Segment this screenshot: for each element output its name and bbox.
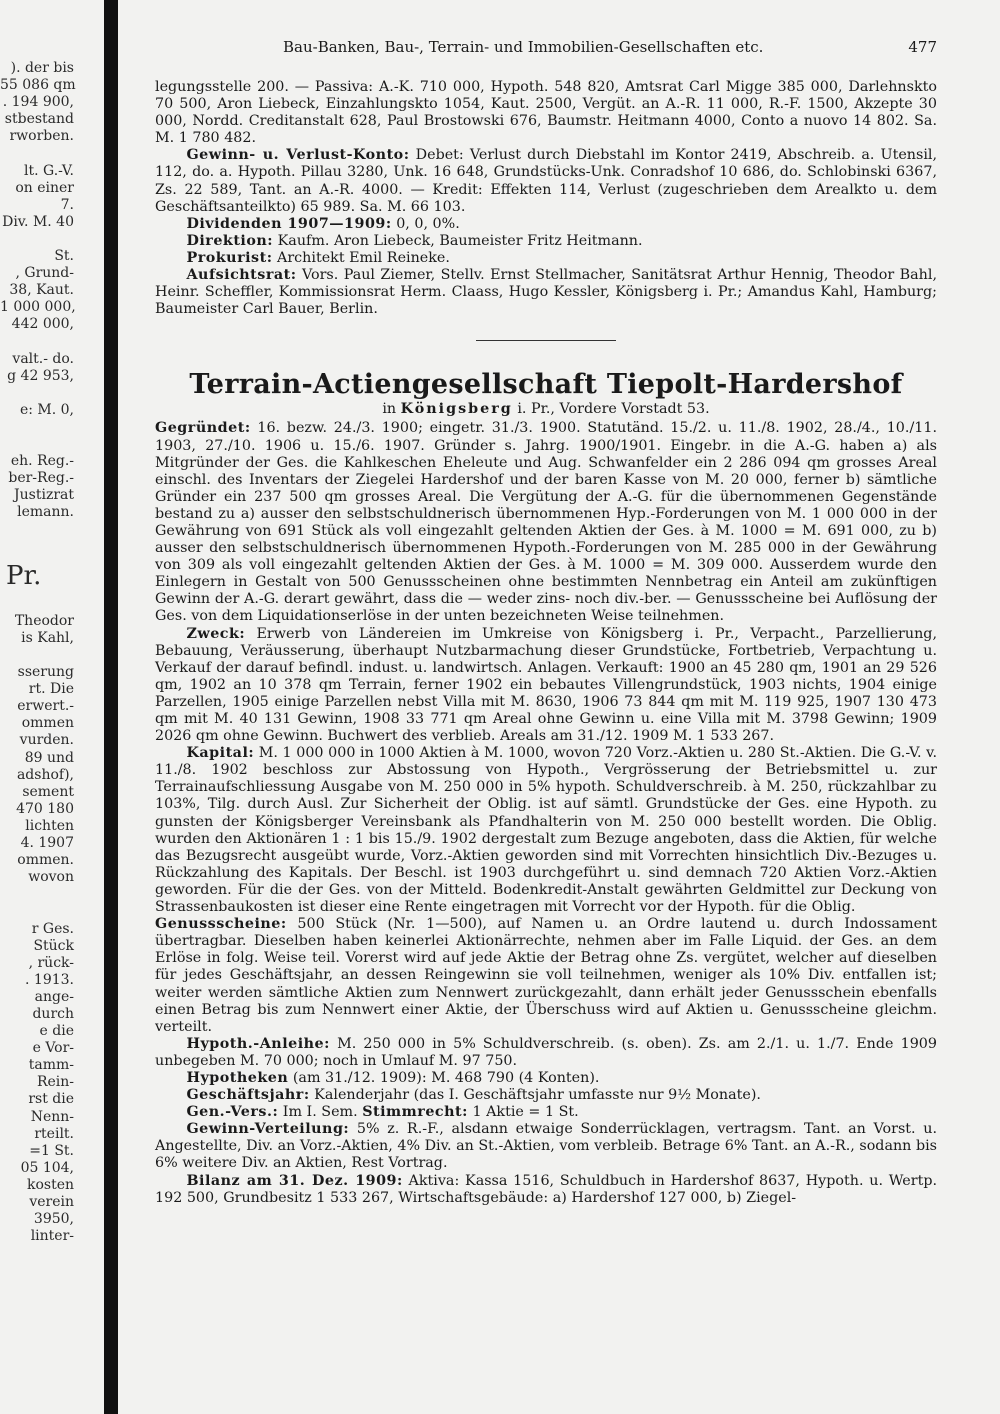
text: 16. bezw. 24./3. 1900; eingetr. 31./3. 1900. Statutänd. 15./2. u. 11./8. 1902, 28./4., 10./11. 1903, 27./10. 1906 u. 15./6. 1907. Gründer s. Jahrg. 1900/1901. Eingebr. in die A.-G. haben a) als Mitgründer der Ges. die Kahlkeschen Eheleute und Aug. Schwanfelder ein 2 286 094 qm grosses Areal einschl. des Inventars der Ziegelei Hardershof und der baren Kasse von M. 20 000, ferner b) sämtliche Gründer ein 237 500 qm grosses Areal. Die Vergütung der A.-G. für die übernommenen Gegenstände bestand zu a) ausser den selbstschuldnerisch übernommenen Hyp.-Forderungen von M. 1 000 000 in der Gewährung von 691 Stück als voll eingezahlt geltenden Aktien der Ges. à M. 1000 = M. 691 000, zu b) ausser den selbstschuldnerisch übernommenen Hypoth.-Forderungen von M. 285 000 in der Gewährung von 309 als voll eingezahlt geltenden Aktien der Ges. à M. 1000 = M. 309 000. Ausserdem wurde den Einlegern in Gestalt von 500 Genussscheinen ohne bestimmten Nennbetrag ein Anteil am zukünftigen Gewinn der A.-G. derart gewährt, dass die — weder zins- noch div.-ber. — Genussscheine bei Auflösung der Ges. von dem Liquidationserlöse in der unten bezeichneten Weise teilnehmen. xyxy=(155,420,937,625)
label: Gewinn-Verteilung: xyxy=(186,1121,350,1138)
company-location xyxy=(155,401,937,418)
left-column-line xyxy=(0,334,92,351)
left-column-line xyxy=(0,539,92,556)
left-column-line: . 1913. xyxy=(25,971,74,988)
left-column-line xyxy=(0,886,92,903)
left-column-line: ange- xyxy=(34,988,74,1005)
left-column-line: sement xyxy=(22,783,74,800)
text: Erwerb von Ländereien im Umkreise von Königsberg i. Pr., Verpacht., Parzellierung, Bebauung, Veräusserung, überhaupt Nutzbarmachung dieser Grundstücke, Fortbetrieb, Verpachtung u. Verkauf der darauf befindl. indust. u. landwirtsch. Anlagen. Verkauft: 1900 an 45 280 qm, 1901 an 29 526 qm, 1902 an 10 378 qm Terrain, ferner 1902 ein bebautes Villengrundstück, 1903 nichts, 1904 einige Parzellen, 1905 einige Parzellen nebst Villa mit M. 8630, 1906 73 844 qm mit M. 119 925, 1907 130 473 qm mit M. 40 131 Gewinn, 1908 33 771 qm Areal ohne Gewinn u. eine Villa mit M. 3798 Gewinn; 1909 2026 qm ohne Gewinn. Buchwert des verblieb. Areals am 31./12. 1909 M. 1 533 267. xyxy=(155,625,937,745)
left-column-line: lemann. xyxy=(17,504,74,521)
text-stimmrecht: 1 Aktie = 1 St. xyxy=(472,1104,579,1121)
running-header xyxy=(155,37,937,57)
sec-gewinn-verteilung xyxy=(155,1121,937,1172)
left-column-line: ber-Reg.- xyxy=(8,470,74,487)
left-column-line: Stück xyxy=(33,937,74,954)
left-column-line xyxy=(0,145,92,162)
left-column-line: 3950, xyxy=(33,1211,74,1228)
left-column-line: , rück- xyxy=(28,954,74,971)
left-column-line: rteilt. xyxy=(34,1125,74,1142)
text: M. 250 000 in 5% Schuldverschreib. (s. oben). Zs. am 2./1. u. 1./7. Ende 1909 unbegeben M. 70 000; noch in Umlauf M. 97 750. xyxy=(155,1035,938,1069)
left-column-line: vurden. xyxy=(19,732,74,749)
sec-bilanz xyxy=(155,1173,937,1207)
left-column-line: adshof), xyxy=(16,766,74,783)
left-column-line xyxy=(0,596,92,613)
left-column-line: ommen xyxy=(21,715,74,732)
left-column-line xyxy=(0,903,92,920)
left-column-line: kosten xyxy=(26,1176,74,1193)
label: Genussscheine: xyxy=(155,916,287,933)
left-column-line xyxy=(0,647,92,664)
prev-gv-konto xyxy=(155,147,937,215)
label: Gewinn- u. Verlust-Konto: xyxy=(186,147,410,164)
left-column-line: 442 000, xyxy=(11,316,74,333)
left-column-line: 470 180 xyxy=(16,800,74,817)
text: M. 1 000 000 in 1000 Aktien à M. 1000, wovon 720 Vorz.-Aktien u. 280 St.-Aktien. Die G.-V. v. 11./8. 1902 beschloss zur Abstossung von Hypoth., Vergrösserung der Betriebsmittel u. zur Terrainaufschliessung Ausgabe von M. 250 000 in 5% hypoth. Schuldverschreib. à M. 250, rückzahlbar zu 103%, Tilg. durch Ausl. Zur Sicherheit der Oblig. ist auf sämtl. Grundstücke der Ges. eine Hypoth. zu gunsten der Königsberger Vereinsbank als Pfandhalterin von M. 250 000 bestellt worden. Die Oblig. wurden den Aktionären 1 : 1 bis 15./9. 1902 dergestalt zum Bezuge angeboten, dass die Aktien, für welche das Bezugsrecht ausgeübt wurde, Vorz.-Aktien geworden sind mit Vorrechten hinsichtlich Div.-Bezuges u. Rückzahlung des Kapitals. Der Beschl. ist 1903 durchgeführt u. sind demnach 720 Aktien Vorz.-Aktien geworden. Für die der Ges. von der Mitteld. Bodenkredit-Anstalt gewährten Geldmittel zur Deckung von Strassenbaukosten ist dieser eine Rente eingetragen mit Vorrecht vor der Hypoth. für die Oblig. xyxy=(155,745,938,916)
left-column-line xyxy=(0,419,92,436)
left-column-line: verein xyxy=(29,1194,74,1210)
left-column-line: 05 104, xyxy=(20,1159,74,1176)
left-column-line: ). der bis xyxy=(10,60,74,76)
left-column-fragment xyxy=(0,60,92,1410)
left-column-line: 1 000 000, xyxy=(0,299,76,316)
label: Gegründet: xyxy=(155,420,251,437)
left-column-line: 4. 1907 xyxy=(20,835,74,852)
text: Kalenderjahr (das I. Geschäftsjahr umfasste nur 9½ Monate). xyxy=(314,1087,761,1104)
left-column-line: Nenn- xyxy=(30,1108,74,1125)
sec-zweck xyxy=(155,626,937,746)
label: Zweck: xyxy=(186,625,246,642)
loc-post: i. Pr., Vordere Vorstadt 53. xyxy=(517,401,710,418)
left-column-line: Pr. xyxy=(6,560,42,591)
page-number: 477 xyxy=(908,38,937,56)
left-column-line: Rein- xyxy=(36,1074,74,1091)
left-column-line: stbestand xyxy=(4,111,74,128)
sec-gegruendet xyxy=(155,420,937,625)
label: Direktion: xyxy=(186,232,274,249)
sec-gen-vers xyxy=(155,1104,937,1121)
left-column-line: e die xyxy=(39,1023,74,1040)
left-column-line: sserung xyxy=(17,664,74,681)
left-column-line: rworben. xyxy=(9,128,74,145)
text: 5% z. R.-F., alsdann etwaige Sonderrücklagen, vertragsm. Tant. an Vorst. u. Angestellte, Div. an Vorz.-Aktien, 4% Div. an St.-Aktien, vom verbleib. Betrage 6% Tant. an A.-R., sodann bis 6% weitere Div. an Aktien, Rest Vortrag. xyxy=(155,1121,937,1172)
left-column-line: erwert.- xyxy=(17,698,74,715)
prev-passiva: legungsstelle 200. — Passiva: A.-K. 710 000, Hypoth. 548 820, Amtsrat Carl Migge 385 000, Darlehnskto 70 500, Aron Liebeck, Einzahlungskto 1054, Kaut. 2500, Vergüt. an A.-R. 11 000, R.-F. 1500, Akzepte 30 000, Nordd. Creditanstalt 628, Paul Brostowski 676, Baumstr. Heitmann 4000, Conto a nuovo 14 802. Sa. M. 1 780 482. xyxy=(155,79,937,147)
left-column-line: , Grund- xyxy=(15,265,74,282)
text: 500 Stück (Nr. 1—500), auf Namen u. an Ordre lautend u. durch Indossament übertragbar. Dieselben haben keinerlei Aktionärrechte, nehmen aber im Falle Liquid. der Ges. an dem Erlöse in folg. Weise teil. Vorerst wird auf jede Aktie der Betrag ohne Zs. vergütet, welcher auf dieselben für jedes Geschäftsjahr, an dessen Reingewinn sie voll teilnehmen, weniger als 10% Div. entfallen ist; weiter werden sämtliche Aktien zum Nennwert zurückgezahlt, dann erhält jeder Genussschein ebenfalls einen Betrag bis zum Nennwert einer Aktie, der Überschuss wird auf Aktien u. Genussscheine gleichm. verteilt. xyxy=(155,916,938,1035)
left-column-line xyxy=(0,522,92,539)
label: Geschäftsjahr: xyxy=(186,1087,310,1104)
left-column-line: ommen. xyxy=(17,852,74,869)
section-separator xyxy=(476,340,616,341)
label-stimmrecht: Stimmrecht: xyxy=(362,1104,468,1121)
left-column-line: lt. G.-V. xyxy=(24,162,74,179)
label: Kapital: xyxy=(186,745,255,762)
left-column-line: linter- xyxy=(30,1228,74,1245)
left-column-line: Theodor xyxy=(14,612,74,629)
label: Gen.-Vers.: xyxy=(186,1104,279,1121)
left-column-line: . 194 900, xyxy=(2,94,74,111)
left-column-line: Div. M. 40 xyxy=(2,213,74,230)
prev-aufsichtsrat xyxy=(155,267,937,318)
main-column xyxy=(155,37,937,1207)
label: Hypoth.-Anleihe: xyxy=(186,1035,330,1052)
text: Im I. Sem. xyxy=(282,1104,358,1121)
sec-hypotheken xyxy=(155,1070,937,1087)
sec-geschaeftsjahr xyxy=(155,1087,937,1104)
text: 0, 0, 0%. xyxy=(396,215,460,232)
left-column-line: r Ges. xyxy=(31,920,74,937)
sec-kapital xyxy=(155,745,937,916)
text: Vors. Paul Ziemer, Stellv. Ernst Stellmacher, Sanitätsrat Arthur Hennig, Theodor Bahl, Heinr. Scheffler, Kommissionsrat Herm. Claass, Hugo Kessler, Königsberg i. Pr.; Amandus Kahl, Hamburg; Baumeister Carl Bauer, Berlin. xyxy=(155,267,938,318)
left-column-line: 89 und xyxy=(24,749,74,766)
left-column-line: wovon xyxy=(28,869,74,886)
sec-genussscheine xyxy=(155,916,937,1036)
left-column-line: St. xyxy=(54,248,74,265)
left-column-line: g 42 953, xyxy=(7,367,74,384)
left-column-line: valt.- do. xyxy=(12,350,74,367)
left-column-line xyxy=(0,385,92,402)
left-column-line: e: M. 0, xyxy=(19,401,74,418)
left-column-line: =1 St. xyxy=(29,1142,74,1159)
left-column-line: eh. Reg.- xyxy=(10,453,74,470)
loc-pre: in xyxy=(382,401,397,418)
city: Königsberg xyxy=(400,401,513,418)
text: Kaufm. Aron Liebeck, Baumeister Fritz Heitmann. xyxy=(277,232,643,249)
column-divider xyxy=(104,0,118,1414)
text: Debet: Verlust durch Diebstahl im Kontor 2419, Abschreib. a. Utensil, 112, do. a. Hypoth. Pillau 3280, Unk. 16 648, Grundstücks-Unk. Conradshof 10 686, do. Schlobinski 6367, Zs. 22 589, Tant. an A.-R. 4000. — Kredit: Effekten 114, Verlust (zugeschrieben dem Arealkto u. dem Geschäftsanteilkto) 65 989. Sa. M. 66 103. xyxy=(155,147,938,215)
left-column-line: tamm- xyxy=(28,1057,74,1074)
left-column-line: 7. xyxy=(60,196,74,213)
sec-hypoth-anleihe xyxy=(155,1036,937,1070)
text: Architekt Emil Reineke. xyxy=(277,249,450,266)
left-column-line xyxy=(0,436,92,453)
prev-direktion xyxy=(155,233,937,250)
left-column-line: is Kahl, xyxy=(21,629,74,646)
company-title: Terrain-Actiengesellschaft Tiepolt-Hardershof xyxy=(189,369,903,401)
left-column-line xyxy=(0,231,92,248)
left-column-line: lichten xyxy=(25,817,74,834)
label: Aufsichtsrat: xyxy=(186,267,297,284)
prev-dividenden xyxy=(155,216,937,233)
left-column-line: Justizrat xyxy=(14,487,74,504)
text: (am 31./12. 1909): M. 468 790 (4 Konten). xyxy=(292,1069,600,1086)
label: Prokurist: xyxy=(186,249,273,266)
left-column-line: e Vor- xyxy=(32,1040,74,1057)
left-column-line: 38, Kaut. xyxy=(9,282,74,299)
running-title: Bau-Banken, Bau-, Terrain- und Immobilien-Gesellschaften etc. xyxy=(283,38,764,56)
label: Bilanz am 31. Dez. 1909: xyxy=(186,1172,403,1189)
label: Dividenden 1907—1909: xyxy=(186,215,392,232)
left-column-line: durch xyxy=(32,1005,74,1022)
left-column-line: on einer xyxy=(15,179,74,196)
text: Aktiva: Kassa 1516, Schuldbuch in Hardershof 8637, Hypoth. u. Wertp. 192 500, Grundbesitz 1 533 267, Wirtschaftsgebäude: a) Hardershof 127 000, b) Ziegel- xyxy=(155,1172,938,1206)
prev-prokurist xyxy=(155,250,937,267)
left-column-line: rt. Die xyxy=(28,681,74,698)
left-column-line: rst die xyxy=(28,1091,74,1108)
left-column-line: 55 086 qm xyxy=(0,77,76,94)
label: Hypotheken xyxy=(186,1069,289,1086)
